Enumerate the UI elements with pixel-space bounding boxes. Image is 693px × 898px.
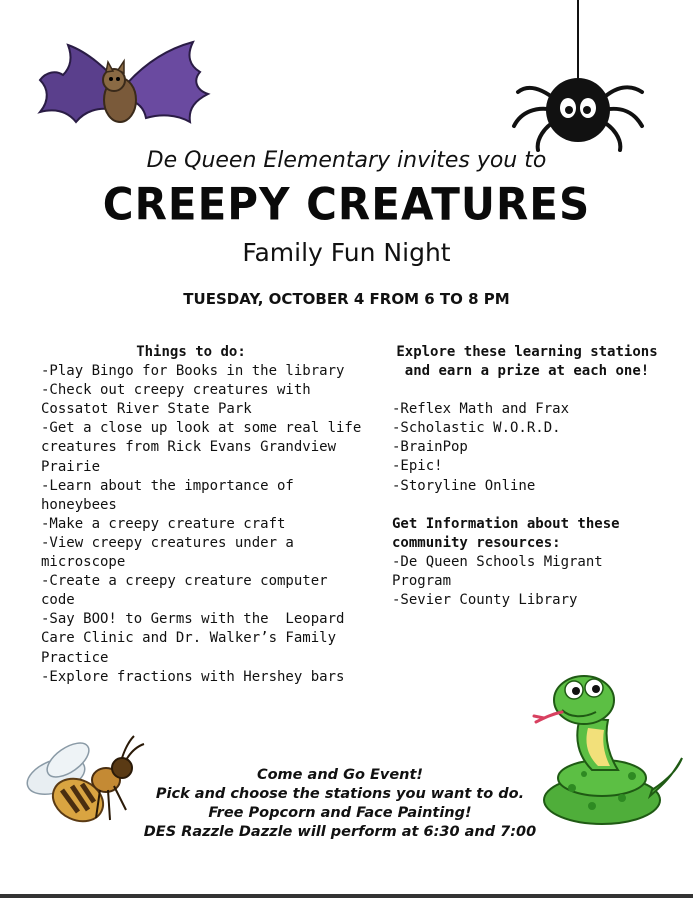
activity-line: Cossatot River State Park [41, 401, 252, 418]
footer-line: Pick and choose the stations you want to do. [155, 786, 525, 802]
activity-line: -Create a creepy creature computer [41, 573, 328, 590]
activity-line: -Explore fractions with Hershey bars [41, 668, 345, 685]
event-date: TUESDAY, OCTOBER 4 FROM 6 TO 8 PM [183, 290, 510, 308]
footer-line: Come and Go Event! [256, 767, 424, 783]
activity-line: microscope [41, 554, 126, 571]
snake-icon [522, 658, 687, 833]
resource-item: Program [392, 572, 452, 589]
activity-line: -Get a close up look at some real life [41, 420, 362, 437]
resources-heading: community resources: [392, 534, 561, 551]
resource-item: -De Queen Schools Migrant [392, 553, 603, 570]
event-title: CREEPY CREATURES [102, 178, 591, 231]
activity-line: code [41, 592, 75, 609]
resource-item: -Sevier County Library [392, 592, 578, 609]
stations-column [392, 343, 662, 610]
event-footer [140, 766, 540, 842]
resources-heading: Get Information about these [392, 515, 620, 532]
station-item: -BrainPop [392, 439, 468, 456]
footer-line: DES Razzle Dazzle will perform at 6:30 and 7:00 [143, 824, 537, 840]
activity-line: Care Clinic and Dr. Walker’s Family [41, 630, 337, 647]
station-item: -Storyline Online [392, 477, 536, 494]
stations-heading: Explore these learning stations [396, 344, 658, 360]
activity-line: -Make a creepy creature craft [41, 515, 286, 532]
activity-line: -Play Bingo for Books in the library [41, 363, 345, 380]
spider-icon [506, 0, 656, 160]
activity-line: -View creepy creatures under a [41, 534, 294, 551]
bat-icon [28, 30, 218, 160]
footer-line: Free Popcorn and Face Painting! [208, 805, 472, 821]
things-to-do-heading: Things to do: [136, 344, 246, 360]
activity-line: Practice [41, 649, 109, 666]
activity-line: creatures from Rick Evans Grandview [41, 439, 337, 456]
activity-line: -Say BOO! to Germs with the Leopard [41, 611, 345, 628]
activity-line: -Learn about the importance of [41, 477, 294, 494]
activity-line: -Check out creepy creatures with [41, 382, 311, 399]
activity-line: Prairie [41, 458, 101, 475]
station-item: -Reflex Math and Frax [392, 401, 570, 418]
things-to-do-column [41, 343, 362, 687]
intro-line: De Queen Elementary invites you to [146, 148, 547, 173]
page-bottom-border [0, 894, 693, 898]
stations-heading: and earn a prize at each one! [404, 363, 650, 380]
station-item: -Epic! [392, 458, 443, 475]
bee-icon [22, 728, 152, 838]
activity-line: honeybees [41, 496, 117, 513]
station-item: -Scholastic W.O.R.D. [392, 420, 561, 437]
event-subtitle: Family Fun Night [242, 238, 451, 267]
